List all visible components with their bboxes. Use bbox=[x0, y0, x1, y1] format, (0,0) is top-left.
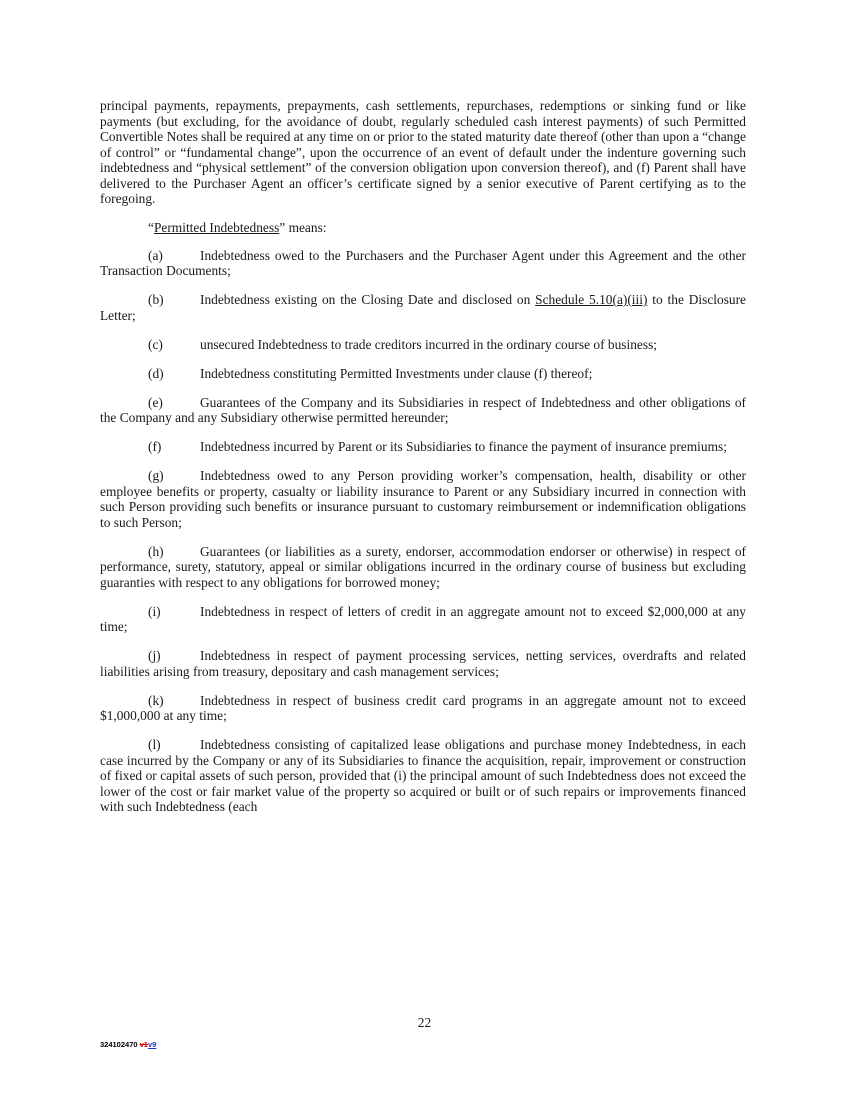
list-item-h bbox=[100, 544, 746, 591]
list-item-k bbox=[100, 693, 746, 724]
item-text: Indebtedness in respect of business credit card programs in an aggregate amount not to exceed $1,000,000 at any time; bbox=[100, 692, 746, 723]
item-label: (j) bbox=[148, 648, 161, 663]
item-label: (k) bbox=[148, 692, 164, 708]
item-text: Guarantees (or liabilities as a surety, endorser, accommodation endorser or otherwise) in respect of performance, surety, statutory, appeal or similar obligations incurred in the ordinary course of business but excluding guaranties with respect to any obligations for borrowed money; bbox=[100, 543, 746, 590]
item-label: (d) bbox=[148, 365, 164, 381]
list-item-f bbox=[100, 439, 746, 455]
item-label: (l) bbox=[148, 737, 161, 752]
item-label: (i) bbox=[148, 603, 161, 619]
continuation-paragraph: principal payments, repayments, prepayments, cash settlements, repurchases, redemptions or sinking fund or like payments (but excluding, for the avoidance of doubt, regularly scheduled cash interest payments) of such Permitted Convertible Notes shall be required at any time on or prior to the stated maturity date thereof (other than upon a “change of control” or “fundamental change”, upon the occurrence of an event of default under the indenture governing such indebtedness and “physical settlement” of the conversion obligation upon conversion thereof), and (f) Parent shall have delivered to the Purchaser Agent an officer’s certificate signed by a senior executive of Parent certifying as to the foregoing. bbox=[100, 98, 746, 206]
item-label: (f) bbox=[148, 439, 162, 454]
item-label: (g) bbox=[148, 468, 164, 483]
item-text: Guarantees of the Company and its Subsidiaries in respect of Indebtedness and other obligations of the Company and any Subsidiary otherwise permitted hereunder; bbox=[100, 394, 746, 425]
item-label: (b) bbox=[148, 292, 164, 307]
page-number: 22 bbox=[417, 1015, 432, 1030]
item-text: Indebtedness owed to any Person providing worker’s compensation, health, disability or other employee benefits or property, casualty or liability insurance to Parent or any Subsidiary incurred in connection with such Person providing such benefits or insurance pursuant to customary reimbursement or indemnification obligations to such Person; bbox=[100, 468, 746, 530]
list-item-e bbox=[100, 395, 746, 426]
definition-rest: ” means: bbox=[279, 220, 327, 235]
list-item-b bbox=[100, 292, 746, 323]
list-item-a bbox=[100, 248, 746, 279]
definition-open-quote: “ bbox=[148, 220, 154, 235]
list-item-g bbox=[100, 468, 746, 530]
document-body bbox=[100, 98, 746, 828]
definition-term: Permitted Indebtedness bbox=[153, 220, 280, 235]
item-label: (e) bbox=[148, 394, 163, 410]
list-item-j bbox=[100, 648, 746, 679]
item-text: unsecured Indebtedness to trade creditors incurred in the ordinary course of business; bbox=[200, 336, 657, 352]
document-id-footer bbox=[100, 1040, 156, 1049]
list-item-i bbox=[100, 604, 746, 635]
item-text: Indebtedness in respect of letters of credit in an aggregate amount not to exceed $2,000,000 at any time; bbox=[100, 603, 746, 634]
item-label: (a) bbox=[148, 247, 163, 263]
definition-heading bbox=[100, 220, 746, 236]
item-text: Indebtedness consisting of capitalized lease obligations and purchase money Indebtedness, in each case incurred by the Company or any of its Subsidiaries to finance the acquisition, repair, improvement or construction of fixed or capital assets of such person, provided that (i) the principal amount of such Indebtedness does not exceed the lower of the cost or fair market value of the property so acquired or built or of such repairs or improvements financed with such Indebtedness (each bbox=[100, 737, 746, 814]
item-text: Indebtedness constituting Permitted Investments under clause (f) thereof; bbox=[200, 365, 593, 381]
list-item-d bbox=[100, 366, 746, 382]
deleted-version: v1 bbox=[139, 1040, 148, 1049]
document-id: 324102470 bbox=[100, 1040, 138, 1049]
list-item-c bbox=[100, 337, 746, 353]
item-text: Indebtedness incurred by Parent or its Subsidiaries to finance the payment of insurance premiums; bbox=[200, 439, 727, 454]
list-item-l bbox=[100, 737, 746, 815]
item-text: Indebtedness existing on the Closing Date and disclosed on bbox=[200, 292, 536, 307]
item-text: Indebtedness owed to the Purchasers and the Purchaser Agent under this Agreement and the other Transaction Documents; bbox=[100, 247, 746, 278]
schedule-reference: Schedule 5.10(a)(iii) bbox=[535, 292, 648, 307]
item-text-after: to the Disclosure Letter; bbox=[100, 292, 746, 323]
item-label: (c) bbox=[148, 336, 163, 352]
item-label: (h) bbox=[148, 543, 164, 559]
item-text: Indebtedness in respect of payment processing services, netting services, overdrafts and related liabilities arising from treasury, depositary and cash management services; bbox=[100, 648, 746, 679]
inserted-version: v9 bbox=[147, 1040, 157, 1049]
